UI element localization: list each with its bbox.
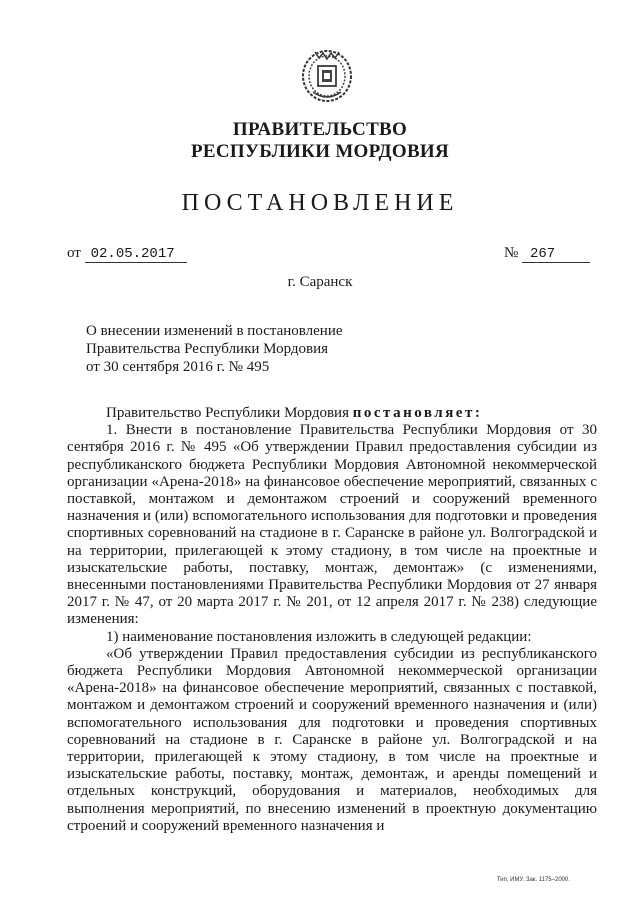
date-value: 02.05.2017 bbox=[85, 246, 187, 263]
body-paragraph-intro bbox=[67, 405, 597, 422]
number-value: 267 bbox=[522, 246, 590, 263]
document-body bbox=[67, 405, 597, 835]
city-label: г. Саранск bbox=[287, 274, 353, 290]
body-paragraph-2: 1) наименование постановления изложить в следующей редакции: bbox=[106, 628, 532, 645]
intro-lead: Правительство Республики Мордовия bbox=[106, 405, 353, 421]
subject-line2: Правительства Республики Мордовия bbox=[86, 341, 329, 357]
body-paragraph-1: 1. Внести в постановление Правительства Республики Мордовия от 30 сентября 2016 г. № 495 «Об утверждении Правил предоставления субсидии из республиканского бюджета Республики Мордовия Автономной некоммерческой организации «Арена-2018» на финансовое обеспечение мероприятий, связанных с поставкой, монтажом и демонтажом строений и сооружений временного назначения и (или) вспомогательного использования для подготовки и проведения спортивных соревнований на стадионе в г. Саранске в районе ул. Волгоградской и на территории, прилегающей к этому стадиону, в том числе на проектные и изыскательские работы, поставку, монтаж, демонтаж» (с изменениями, внесенными постановлениями Правительства Республики Мордовия от 27 января 2017 г. № 47, от 20 марта 2017 г. № 201, от 12 апреля 2017 г. № 238) следующие изменения: bbox=[67, 422, 597, 628]
document-number bbox=[504, 245, 590, 263]
body-paragraph-3: «Об утверждении Правил предоставления субсидии из республиканского бюджета Республики Мордовия Автономной некоммерческой организации «Арена-2018» на финансовое обеспечение мероприятий, связанных с поставкой, монтажом и демонтажом строений и сооружений временного назначения и (или) вспомогательного использования для подготовки и проведения спортивных соревнований на стадионе в г. Саранске в районе ул. Волгоградской и на территории, прилегающей к этому стадиону, в том числе на проектные и изыскательские работы, поставку, монтаж, демонтаж, и аренды помещений и отдельных конструкций, оборудования и материалов, необходимых для выполнения мероприятий, по внесению изменений в проектную документацию строений и сооружений временного назначения и bbox=[67, 645, 597, 834]
print-mark: Тип. ИМУ. Зак. 1175–2000. bbox=[496, 877, 570, 883]
org-name-line1: ПРАВИТЕЛЬСТВО bbox=[232, 119, 408, 140]
date-prefix: от bbox=[67, 245, 81, 261]
document-subject bbox=[86, 322, 343, 376]
org-name-line2: РЕСПУБЛИКИ МОРДОВИЯ bbox=[190, 141, 450, 162]
subject-line1: О внесении изменений в постановление bbox=[86, 323, 343, 339]
document-date bbox=[67, 245, 187, 263]
document-type-title: ПОСТАНОВЛЕНИЕ bbox=[181, 190, 459, 216]
coat-of-arms-emblem bbox=[299, 46, 355, 104]
intro-resolves: постановляет: bbox=[352, 405, 483, 421]
number-prefix: № bbox=[503, 245, 519, 261]
subject-line3: от 30 сентября 2016 г. № 495 bbox=[86, 359, 270, 375]
